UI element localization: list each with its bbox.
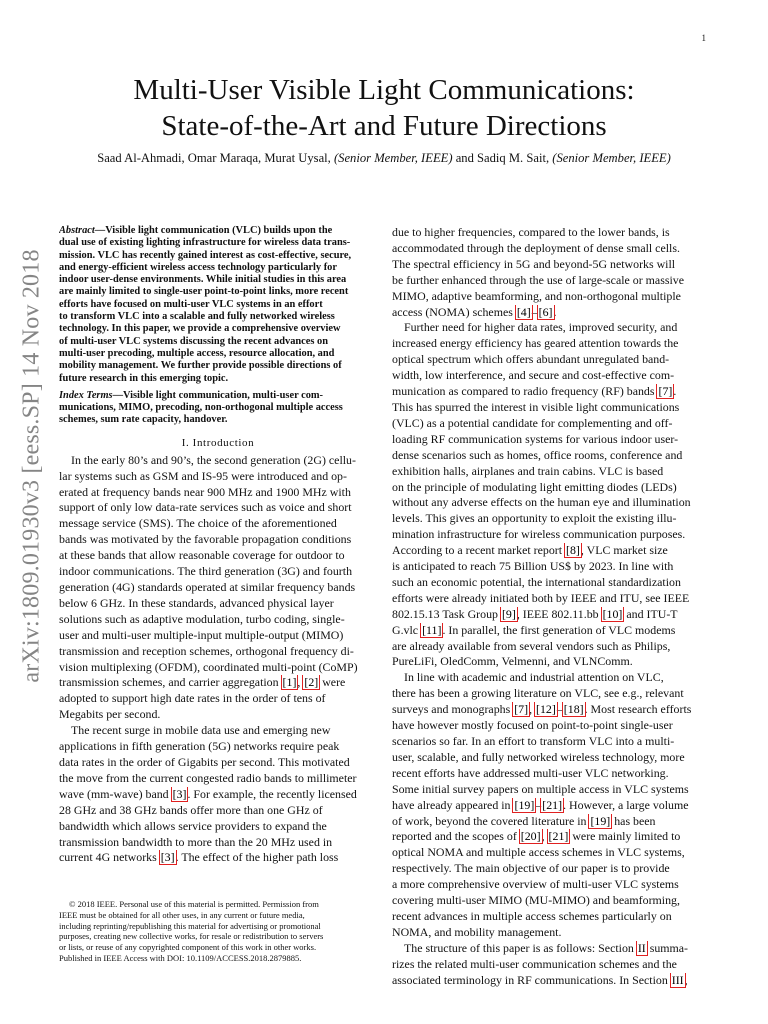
citation-link[interactable]: [1] xyxy=(282,675,297,690)
left-column xyxy=(59,225,377,866)
body-line: support of only low data-rate services such as voice and short xyxy=(59,500,352,515)
body-line: accommodated through the deployment of dense small cells. xyxy=(392,240,680,255)
abstract-line: mission. VLC has recently gained interest as cost-effective, secure, xyxy=(59,249,352,261)
citation-link[interactable]: [7] xyxy=(658,384,673,399)
body-line: be further enhanced through the use of large-scale or massive xyxy=(392,272,684,287)
body-line: (VLC) as a potential candidate for complementing and off- xyxy=(392,415,673,430)
abstract-line: future research in this emerging topic. xyxy=(59,372,229,384)
citation-link[interactable]: [8] xyxy=(566,543,580,558)
body-line: such an economic potential, the international standardization xyxy=(392,574,681,589)
right-column xyxy=(392,225,707,989)
body-line: bands was motivated by the favorable propagation conditions xyxy=(59,532,352,547)
citation-link[interactable]: [18] xyxy=(563,702,584,717)
body-line: covering multi-user MIMO (MU-MIMO) and beamforming, xyxy=(392,893,680,908)
citation-link[interactable]: [2] xyxy=(304,675,319,690)
citation-link[interactable]: [6] xyxy=(538,304,553,319)
abstract-line: efforts have focused on multi-user VLC systems in an effort xyxy=(59,298,323,310)
body-line: MIMO, adaptive beamforming, and non-orthogonal multiple xyxy=(392,288,681,303)
title-line: Multi-User Visible Light Communications: xyxy=(133,74,635,106)
index-terms-line: schemes, sum rate capacity, handover. xyxy=(59,414,228,426)
citation-link[interactable]: [7] xyxy=(514,702,529,717)
body-line: The recent surge in mobile data use and emerging new xyxy=(71,723,331,738)
body-line: dense scenarios such as homes, office rooms, conference and xyxy=(392,447,683,462)
body-line: current 4G networks [3]. The effect of the higher path loss xyxy=(59,850,339,865)
body-line: have however mostly focused on point-to-point single-user xyxy=(392,718,673,733)
citation-link[interactable]: [3] xyxy=(172,786,187,801)
paper-title xyxy=(80,72,688,144)
body-line: message service (SMS). The choice of the aforementioned xyxy=(59,516,337,531)
citation-link[interactable]: [4] xyxy=(516,304,531,319)
abstract-line: Abstract—Visible light communication (VLC) builds upon the xyxy=(59,225,333,236)
body-line: The spectral efficiency in 5G and beyond-5G networks will xyxy=(392,256,676,271)
arxiv-identifier: arXiv:1809.01930v3 [eess.SP] 14 Nov 2018 xyxy=(18,249,45,683)
author-membership: (Senior Member, IEEE) xyxy=(333,151,453,165)
citation-link[interactable]: [3] xyxy=(160,850,175,865)
author-names: Saad Al-Ahmadi, Omar Maraqa, Murat Uysal, xyxy=(97,151,331,165)
body-line: without any adverse effects on the human eye and illumination xyxy=(392,495,691,510)
footnote-line: including reprinting/republishing this material for advertising or promotional xyxy=(59,920,321,931)
body-line: are already available from several vendors such as Philips, xyxy=(392,638,671,653)
body-line: a more comprehensive overview of multi-user VLC systems xyxy=(392,877,679,892)
body-line: erated at frequency bands near 900 MHz and 1900 MHz with xyxy=(59,484,351,499)
body-line: The structure of this paper is as follows: Section II summa- xyxy=(404,940,689,955)
author-list xyxy=(58,151,710,166)
abstract-line: technology. In this paper, we provide a comprehensive overview xyxy=(59,323,341,335)
body-line: In line with academic and industrial attention on VLC, xyxy=(404,670,664,685)
body-line: PureLiFi, OledComm, Velmenni, and VLNComm. xyxy=(392,654,633,669)
body-line: on the principle of modulating light emitting diodes (LEDs) xyxy=(392,479,677,494)
citation-link[interactable]: [11] xyxy=(422,622,442,637)
body-line: munication as compared to radio frequency (RF) bands [7]. xyxy=(392,384,677,399)
section-link[interactable]: II xyxy=(637,940,646,955)
body-line: user, scalable, and fully networked wireless technology, more xyxy=(392,749,685,764)
body-line: optical spectrum which offers abundant unregulated band- xyxy=(392,352,670,367)
body-line: According to a recent market report [8], VLC market size xyxy=(392,543,668,558)
index-terms-line: munications, MIMO, precoding, non-orthogonal multiple access xyxy=(59,402,343,414)
body-line: recent advances in multiple access schemes particularly on xyxy=(392,908,672,923)
section-heading: I. Introduction xyxy=(181,436,255,449)
body-line: recent efforts have addressed multi-user VLC networking. xyxy=(392,765,669,780)
body-line: NOMA, and mobility management. xyxy=(392,924,562,939)
abstract-line: to transform VLC into a scalable and fully networked wireless xyxy=(59,311,335,323)
body-line: increased energy efficiency has geared attention towards the xyxy=(392,336,679,351)
footnote-line: Published in IEEE Access with DOI: 10.1109/ACCESS.2018.2879885. xyxy=(59,952,302,963)
body-line: rizes the related multi-user communication schemes and the xyxy=(392,956,677,971)
title-line: State-of-the-Art and Future Directions xyxy=(161,110,607,142)
body-line: scenarios so far. In an effort to transform VLC into a multi- xyxy=(392,734,675,748)
abstract-line: are mainly limited to single-user point-to-point links, more recent xyxy=(59,286,349,298)
citation-link[interactable]: [21] xyxy=(542,797,563,812)
body-line: the move from the current congested radio bands to millimeter xyxy=(59,770,357,785)
body-line: transmission bandwidth to more than the 20 MHz used in xyxy=(59,834,333,849)
body-line: respectively. The main objective of our paper is to provide xyxy=(392,861,670,876)
copyright-footnote xyxy=(59,899,377,964)
footnote-line: © 2018 IEEE. Personal use of this material is permitted. Permission from xyxy=(69,899,319,909)
body-line: adopted to support high date rates in the order of tens of xyxy=(59,691,326,706)
citation-link[interactable]: [19] xyxy=(590,813,611,828)
citation-link[interactable]: [19] xyxy=(514,797,535,812)
body-line: G.vlc [11]. In parallel, the first generation of VLC modems xyxy=(392,622,676,637)
index-terms-label: Index Terms xyxy=(59,389,113,401)
author-names: and Sadiq M. Sait, xyxy=(455,151,550,165)
body-line: loading RF communication systems for various indoor user- xyxy=(392,431,679,446)
body-line: due to higher frequencies, compared to the lower bands, is xyxy=(392,225,670,239)
body-line: bandwidth which allows service providers to expand the xyxy=(59,818,327,833)
footnote-line: or lists, or reuse of any copyrighted component of this work in other works. xyxy=(59,942,317,953)
body-line: access (NOMA) schemes [4]–[6]. xyxy=(392,304,557,319)
body-line: user and multi-user multiple-input multiple-output (MIMO) xyxy=(59,627,344,642)
citation-link[interactable]: [21] xyxy=(548,829,569,844)
body-line: In the early 80’s and 90’s, the second generation (2G) cellu- xyxy=(71,452,356,467)
body-line: is anticipated to reach 75 Billion US$ by 2023. In line with xyxy=(392,559,674,574)
abstract-line: indoor user-dense environments. While initial studies in this area xyxy=(59,274,347,286)
body-line: transmission schemes, and carrier aggregation [1], [2] were xyxy=(59,675,346,690)
body-line: exhibition halls, airplanes and train cabins. VLC is based xyxy=(392,463,664,478)
body-line: Further need for higher data rates, improved security, and xyxy=(404,320,678,335)
abstract xyxy=(59,225,377,385)
body-line: generation (4G) standards operated at similar frequency bands xyxy=(59,580,356,594)
body-line: below 6 GHz. In these standards, advanced physical layer xyxy=(59,595,334,610)
body-line: applications in fifth generation (5G) networks require peak xyxy=(59,739,340,754)
body-line: surveys and monographs [7], [12]–[18]. Most research efforts xyxy=(392,702,692,717)
body-line: there has been a growing literature on VLC, see e.g., relevant xyxy=(392,686,684,701)
body-line: efforts were already initiated both by IEEE and ITU, see IEEE xyxy=(392,590,690,605)
author-membership: (Senior Member, IEEE) xyxy=(552,151,671,165)
citation-link[interactable]: [10] xyxy=(602,606,623,621)
body-line: vision multiplexing (OFDM), coordinated multi-point (CoMP) xyxy=(59,659,358,674)
footnote-line: purposes, creating new collective works, for resale or redistribution to servers xyxy=(59,931,324,942)
abstract-line: dual use of existing lighting infrastructure for wireless data trans- xyxy=(59,237,351,249)
page-number: 1 xyxy=(701,33,706,43)
body-line: of work, beyond the covered literature in [19] has been xyxy=(392,813,656,828)
body-line: lar systems such as GSM and IS-95 were introduced and op- xyxy=(59,468,347,483)
abstract-label: Abstract xyxy=(59,225,95,236)
body-line: wave (mm-wave) band [3]. For example, the recently licensed xyxy=(59,786,357,801)
citation-link[interactable]: [20] xyxy=(520,829,541,844)
body-line: mination infrastructure for wireless communication purposes. xyxy=(392,527,686,542)
abstract-line: and energy-efficient wireless access technology particularly for xyxy=(59,261,337,273)
body-line: indoor communications. The third generation (3G) and fourth xyxy=(59,564,353,579)
abstract-line: multi-user precoding, multiple access, resource allocation, and xyxy=(59,347,335,359)
body-line: Megabits per second. xyxy=(59,707,161,722)
body-line: width, low interference, and secure and cost-effective com- xyxy=(392,368,675,383)
body-line: 28 GHz and 38 GHz bands offer more than one GHz of xyxy=(59,802,323,817)
footnote-line: IEEE must be obtained for all other uses, in any current or future media, xyxy=(59,909,305,920)
body-line: transmission and reception schemes, orthogonal frequency di- xyxy=(59,643,354,658)
body-text-left xyxy=(59,453,377,867)
body-line: data rates in the order of Gigabits per second. This motivated xyxy=(59,754,350,769)
body-line: reported and the scopes of [20], [21] were mainly limited to xyxy=(392,829,681,844)
body-line: at these bands that allow reasonable coverage for outdoor to xyxy=(59,548,345,563)
section-link[interactable]: III xyxy=(671,972,684,987)
body-text-right xyxy=(392,225,707,989)
index-terms xyxy=(59,390,377,427)
body-line: have already appeared in [19]–[21]. However, a large volume xyxy=(392,797,689,812)
body-line: Some initial survey papers on multiple access in VLC systems xyxy=(392,781,689,796)
body-line: This has spurred the interest in visible light communications xyxy=(392,399,680,414)
abstract-line: mobility management. We further provide possible directions of xyxy=(59,360,342,372)
body-line: associated terminology in RF communications. In Section III, xyxy=(392,972,688,987)
abstract-line: of multi-user VLC systems discussing the recent advances on xyxy=(59,335,329,347)
index-terms-line: Index Terms—Visible light communication, multi-user com- xyxy=(59,389,324,401)
citation-link[interactable]: [12] xyxy=(536,702,556,717)
body-line: solutions such as adaptive modulation, turbo coding, single- xyxy=(59,611,345,626)
citation-link[interactable]: [9] xyxy=(501,606,516,621)
body-line: 802.15.13 Task Group [9], IEEE 802.11.bb [10] and ITU-T xyxy=(392,606,678,621)
body-line: optical NOMA and multiple access schemes in VLC systems, xyxy=(392,845,685,860)
body-line: levels. This gives an opportunity to exploit the existing illu- xyxy=(392,511,677,526)
